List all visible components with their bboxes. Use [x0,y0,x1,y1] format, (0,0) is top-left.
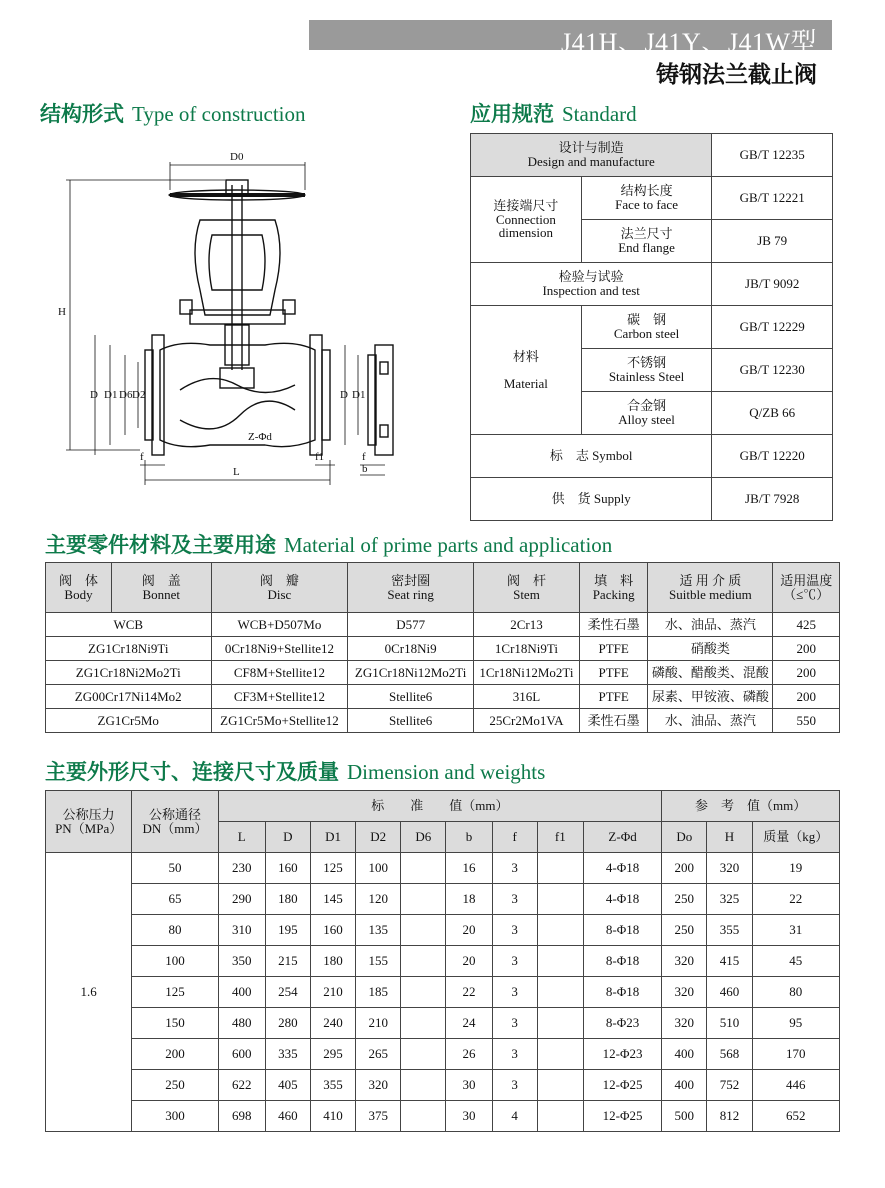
table-cell [401,977,446,1008]
table-cell: 12-Φ25 [583,1101,661,1132]
table-cell [537,977,583,1008]
table-row [46,1101,840,1132]
header-packing: 填 料 Packing [579,563,647,613]
table-cell: 12-Φ23 [583,1039,661,1070]
table-row: ZG00Cr17Ni14Mo2 CF3M+Stellite12 Stellite6 316L PTFE 尿素、甲铵液、磷酸 200 [46,685,840,709]
table-cell [401,915,446,946]
table-cell: 30 [446,1101,492,1132]
label-f1: f1 [315,451,325,463]
table-row [46,915,840,946]
col-f1: f1 [537,822,583,853]
table-cell: 250 [132,1070,218,1101]
col-l: L [218,822,265,853]
table-cell: 100 [132,946,218,977]
table-cell: 568 [707,1039,752,1070]
table-cell: 375 [356,1101,401,1132]
table-cell: 3 [492,853,537,884]
table-cell: 180 [265,884,310,915]
label-d1: D1 [104,389,118,401]
label-d0: D0 [230,151,244,163]
product-name: 铸钢法兰截止阀 [656,62,817,88]
supply-std: JB/T 7928 [712,478,833,521]
table-cell [537,1039,583,1070]
label-d: D [90,389,98,401]
table-cell: 320 [707,853,752,884]
table-cell: 652 [752,1101,839,1132]
construction-heading-zh: 结构形式 [40,102,124,126]
face-label: 结构长度 Face to face [581,177,712,220]
header-disc: 阀 瓣 Disc [211,563,348,613]
label-b: b [362,463,368,475]
table-cell: 415 [707,946,752,977]
table-cell: 215 [265,946,310,977]
table-cell: 3 [492,1039,537,1070]
construction-heading-en: Type of construction [132,102,306,126]
construction-heading [40,98,306,128]
table-cell: 3 [492,915,537,946]
table-cell: 280 [265,1008,310,1039]
table-cell: 446 [752,1070,839,1101]
table-cell: 480 [218,1008,265,1039]
table-cell: 4-Φ18 [583,853,661,884]
label-f: f [140,451,144,463]
table-cell: 4-Φ18 [583,884,661,915]
table-cell [537,1070,583,1101]
col-z-phid: Z-Φd [583,822,661,853]
table-cell: 622 [218,1070,265,1101]
label-l: L [233,466,240,478]
table-cell: 510 [707,1008,752,1039]
header-temperature: 适用温度 （≤℃） [773,563,840,613]
materials-heading-zh: 主要零件材料及主要用途 [45,533,276,557]
header-stem: 阀 杆 Stem [473,563,579,613]
table-cell [401,1008,446,1039]
table-row [46,853,840,884]
table-row [46,1008,840,1039]
table-cell: 320 [356,1070,401,1101]
carbon-label: 碳 钢 Carbon steel [581,306,712,349]
table-cell: 3 [492,884,537,915]
table-cell: 95 [752,1008,839,1039]
table-row [471,263,833,306]
table-cell: 26 [446,1039,492,1070]
header-standard-values: 标 准 值（mm） [218,791,662,822]
table-cell: 230 [218,853,265,884]
materials-table [45,562,840,733]
table-cell: 3 [492,946,537,977]
table-cell [537,1101,583,1132]
stainless-label: 不锈钢 Stainless Steel [581,349,712,392]
materials-heading [45,529,612,559]
table-row [46,946,840,977]
standard-heading-zh: 应用规范 [470,102,554,126]
label-d6: D6 [119,389,133,401]
flange-std: JB 79 [712,220,833,263]
header-bonnet: 阀 盖 Bonnet [112,563,211,613]
table-cell: 350 [218,946,265,977]
table-cell: 20 [446,915,492,946]
header-dn: 公称通径 DN（mm） [132,791,218,853]
face-std: GB/T 12221 [712,177,833,220]
table-cell: 460 [265,1101,310,1132]
table-cell: 185 [356,977,401,1008]
table-cell: 210 [310,977,355,1008]
table-cell: 600 [218,1039,265,1070]
col-d1: D1 [310,822,355,853]
table-cell: 295 [310,1039,355,1070]
col-d: D [265,822,310,853]
symbol-label: 标 志 Symbol [471,435,712,478]
table-cell: 698 [218,1101,265,1132]
table-cell: 355 [310,1070,355,1101]
table-cell: 752 [707,1070,752,1101]
table-row: ZG1Cr18Ni9Ti 0Cr18Ni9+Stellite12 0Cr18Ni9 1Cr18Ni9Ti PTFE 硝酸类 200 [46,637,840,661]
table-cell: 3 [492,1070,537,1101]
table-cell: 80 [752,977,839,1008]
header-reference-values: 参 考 值（mm） [662,791,840,822]
table-cell: 200 [132,1039,218,1070]
dimensions-heading-en: Dimension and weights [347,760,546,784]
table-cell: 290 [218,884,265,915]
col-d2: D2 [356,822,401,853]
table-cell [401,1039,446,1070]
table-row [471,306,833,349]
table-cell: 410 [310,1101,355,1132]
table-cell: 240 [310,1008,355,1039]
table-cell: 355 [707,915,752,946]
material-label: 材料 Material [471,306,582,435]
table-cell [401,946,446,977]
dimensions-heading-zh: 主要外形尺寸、连接尺寸及质量 [45,760,339,784]
table-row: WCB WCB+D507Mo D577 2Cr13 柔性石墨 水、油品、蒸汽 425 [46,613,840,637]
table-cell: 320 [662,946,707,977]
table-cell: 160 [265,853,310,884]
table-cell: 160 [310,915,355,946]
table-cell: 812 [707,1101,752,1132]
table-cell: 155 [356,946,401,977]
dimensions-header-row [46,791,840,822]
supply-label: 供 货 Supply [471,478,712,521]
dimensions-table [45,790,840,1132]
table-cell: 250 [662,915,707,946]
table-cell: 320 [662,977,707,1008]
col-weight: 质量（kg） [752,822,839,853]
table-cell [537,946,583,977]
table-cell: 16 [446,853,492,884]
symbol-std: GB/T 12220 [712,435,833,478]
table-cell: 250 [662,884,707,915]
table-cell: 300 [132,1101,218,1132]
col-b: b [446,822,492,853]
table-cell: 3 [492,1008,537,1039]
materials-header-row [46,563,840,613]
flange-label: 法兰尺寸 End flange [581,220,712,263]
table-row [471,177,833,220]
table-cell: 30 [446,1070,492,1101]
table-cell: 125 [310,853,355,884]
header-body: 阀 体 Body [46,563,112,613]
table-cell: 320 [662,1008,707,1039]
table-row [471,478,833,521]
table-cell: 400 [662,1070,707,1101]
label-d2: D2 [132,389,146,401]
table-cell: 210 [356,1008,401,1039]
table-row [471,435,833,478]
table-row [46,1070,840,1101]
product-model: J41H、J41Y、J41W型 [561,28,817,57]
table-row [46,977,840,1008]
standard-heading-en: Standard [562,102,637,126]
alloy-std: Q/ZB 66 [712,392,833,435]
table-cell: 8-Φ18 [583,915,661,946]
table-cell: 22 [446,977,492,1008]
table-cell: 400 [662,1039,707,1070]
table-cell [537,1008,583,1039]
table-cell: 19 [752,853,839,884]
table-cell: 20 [446,946,492,977]
table-cell: 180 [310,946,355,977]
design-label: 设计与制造 Design and manufacture [471,134,712,177]
table-cell: 8-Φ23 [583,1008,661,1039]
connection-label: 连接端尺寸 Connection dimension [471,177,582,263]
table-cell: 50 [132,853,218,884]
table-row [46,1039,840,1070]
stainless-std: GB/T 12230 [712,349,833,392]
col-d6: D6 [401,822,446,853]
table-cell: 460 [707,977,752,1008]
table-cell: 325 [707,884,752,915]
table-cell: 45 [752,946,839,977]
header-medium: 适 用 介 质 Suitble medium [648,563,773,613]
table-cell: 500 [662,1101,707,1132]
table-cell: 8-Φ18 [583,946,661,977]
table-cell: 145 [310,884,355,915]
label-f-side: f [362,451,366,463]
standard-heading [470,98,637,128]
table-cell: 135 [356,915,401,946]
table-cell: 310 [218,915,265,946]
table-cell: 170 [752,1039,839,1070]
standard-table [470,133,833,521]
table-cell: 254 [265,977,310,1008]
materials-heading-en: Material of prime parts and application [284,533,613,557]
table-cell: 120 [356,884,401,915]
table-cell [537,915,583,946]
table-cell: 22 [752,884,839,915]
table-cell: 24 [446,1008,492,1039]
col-h: H [707,822,752,853]
table-cell: 400 [218,977,265,1008]
design-std: GB/T 12235 [712,134,833,177]
table-cell: 265 [356,1039,401,1070]
table-cell: 4 [492,1101,537,1132]
table-cell [401,853,446,884]
table-cell: 150 [132,1008,218,1039]
table-cell: 80 [132,915,218,946]
label-d1-right: D1 [352,389,366,401]
col-do: Do [662,822,707,853]
table-cell: 100 [356,853,401,884]
inspection-std: JB/T 9092 [712,263,833,306]
table-cell: 125 [132,977,218,1008]
col-f: f [492,822,537,853]
table-row: ZG1Cr18Ni2Mo2Ti CF8M+Stellite12 ZG1Cr18Ni12Mo2Ti 1Cr18Ni12Mo2Ti PTFE 磷酸、醋酸类、混酸 200 [46,661,840,685]
table-cell: 200 [662,853,707,884]
label-d-right: D [340,389,348,401]
table-cell: 335 [265,1039,310,1070]
table-cell: 18 [446,884,492,915]
table-cell: 405 [265,1070,310,1101]
table-cell: 12-Φ25 [583,1070,661,1101]
table-row: ZG1Cr5Mo ZG1Cr5Mo+Stellite12 Stellite6 25Cr2Mo1VA 柔性石墨 水、油品、蒸汽 550 [46,709,840,733]
table-row [46,884,840,915]
table-cell: 8-Φ18 [583,977,661,1008]
header-seat-ring: 密封圈 Seat ring [348,563,474,613]
table-cell [401,884,446,915]
table-cell: 31 [752,915,839,946]
table-row [471,134,833,177]
table-cell [401,1070,446,1101]
valve-construction-drawing [40,140,440,490]
table-cell [537,853,583,884]
carbon-std: GB/T 12229 [712,306,833,349]
header-pn: 公称压力 PN（MPa） [46,791,132,853]
dimensions-heading [45,756,545,786]
alloy-label: 合金钢 Alloy steel [581,392,712,435]
label-z-phid: Z-Φd [248,431,272,443]
inspection-label: 检验与试验 Inspection and test [471,263,712,306]
table-cell [537,884,583,915]
table-cell: 3 [492,977,537,1008]
pn-value: 1.6 [46,853,132,1132]
table-cell: 65 [132,884,218,915]
table-cell [401,1101,446,1132]
label-h: H [58,306,66,318]
table-cell: 195 [265,915,310,946]
